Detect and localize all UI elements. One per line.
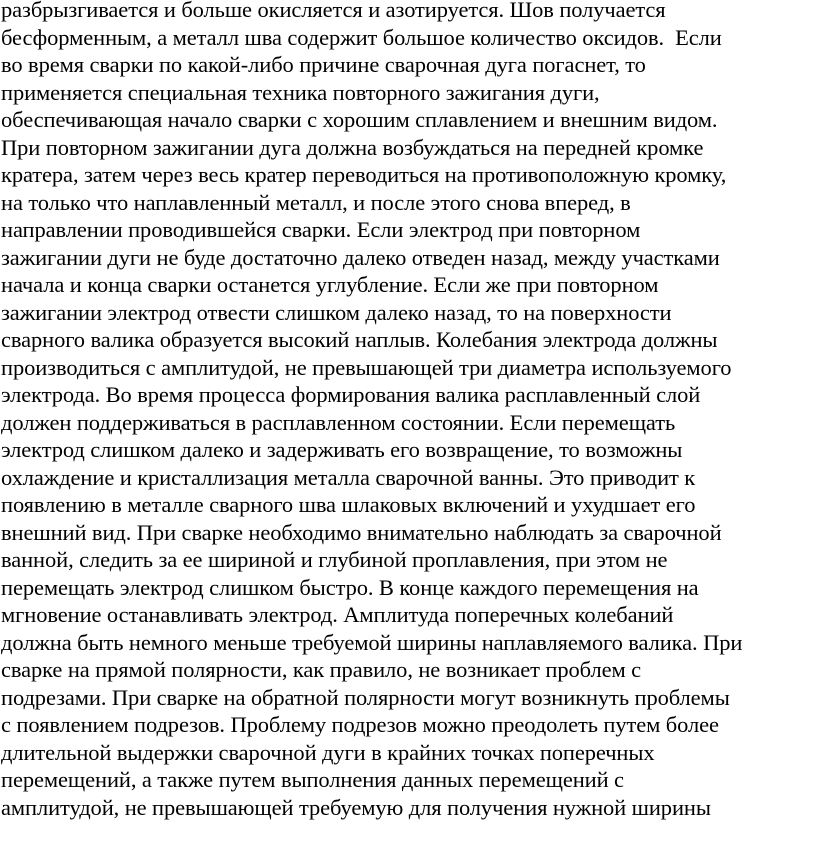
text-line: электрод слишком далеко и задерживать его возвращение, то возможны <box>1 437 683 462</box>
text-line: электрода. Во время процесса формирования валика расплавленный слой <box>1 382 701 407</box>
text-line: подрезами. При сварке на обратной полярности могут возникнуть проблемы <box>1 684 730 710</box>
text-line: сварке на прямой полярности, как правило, не возникает проблем с <box>1 657 642 682</box>
text-line: перемещений, а также путем выполнения данных перемещений с <box>1 767 624 792</box>
text-line: зажигании электрод отвести слишком далеко назад, то на поверхности <box>1 299 672 325</box>
text-line: направлении проводившейся сварки. Если электрод при повторном <box>1 217 641 242</box>
text-line: применяется специальная техника повторного зажигания дуги, <box>1 79 600 105</box>
text-line: кратера, затем через весь кратер переводиться на противоположную кромку, <box>1 162 727 187</box>
text-line: на только что наплавленный металл, и после этого снова вперед, в <box>1 189 631 215</box>
text-line: При повторном зажигании дуга должна возбуждаться на передней кромке <box>1 134 704 160</box>
text-line: разбрызгивается и больше окисляется и азотируется. Шов получается <box>1 0 666 22</box>
text-line: с появлением подрезов. Проблему подрезов можно преодолеть путем более <box>1 712 719 737</box>
text-line: появлению в металле сварного шва шлаковых включений и ухудшает его <box>1 492 696 517</box>
text-line: внешний вид. При сварке необходимо внимательно наблюдать за сварочной <box>1 519 722 545</box>
text-line: во время сварки по какой-либо причине сварочная дуга погаснет, то <box>1 52 646 77</box>
text-line: перемещать электрод слишком быстро. В конце каждого перемещения на <box>1 574 699 600</box>
text-line: амплитудой, не превышающей требуемую для получения нужной ширины <box>1 794 711 820</box>
text-line: бесформенным, а металл шва содержит большое количество оксидов. Если <box>1 24 722 50</box>
text-line: начала и конца сварки останется углубление. Если же при повторном <box>1 272 659 297</box>
text-line: обеспечивающая начало сварки с хорошим сплавлением и внешним видом. <box>1 107 718 132</box>
text-line: охлаждение и кристаллизация металла сварочной ванны. Это приводит к <box>1 464 696 490</box>
text-line: ванной, следить за ее шириной и глубиной проплавления, при этом не <box>1 547 668 572</box>
text-line: длительной выдержки сварочной дуги в крайних точках поперечных <box>1 739 655 765</box>
text-line: должна быть немного меньше требуемой ширины наплавляемого валика. При <box>1 629 743 655</box>
text-line: мгновение останавливать электрод. Амплитуда поперечных колебаний <box>1 602 674 627</box>
body-text <box>1 0 742 821</box>
text-line: должен поддерживаться в расплавленном состоянии. Если перемещать <box>1 409 676 435</box>
text-line: зажигании дуги не буде достаточно далеко отведен назад, между участками <box>1 244 720 270</box>
text-line: сварного валика образуется высокий наплыв. Колебания электрода должны <box>1 327 718 352</box>
text-line: производиться с амплитудой, не превышающей три диаметра используемого <box>1 354 732 380</box>
